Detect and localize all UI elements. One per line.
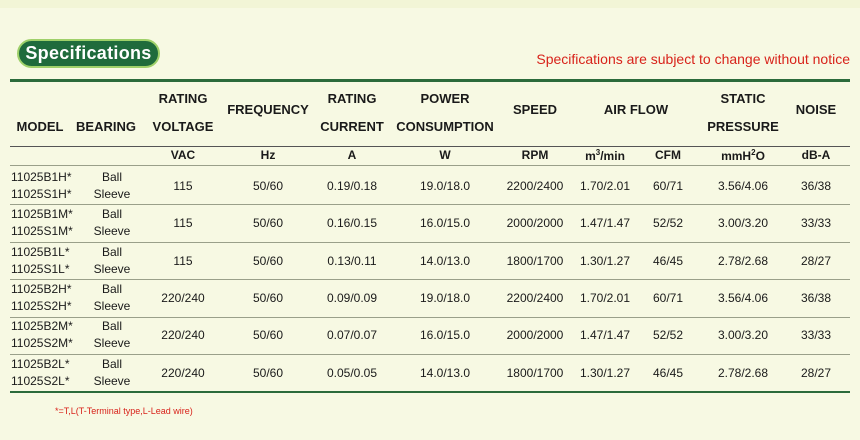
section-title: Specifications (17, 39, 160, 68)
header-bearing: BEARING (76, 119, 136, 134)
cell-pressure: 2.78/2.68 (717, 365, 769, 380)
header-rating-current (320, 85, 384, 141)
bearing-type: Sleeve (93, 261, 131, 276)
row-divider (10, 354, 850, 355)
header-rating-voltage-line2: VOLTAGE (152, 119, 214, 134)
model-number: 11025B2L* (11, 356, 70, 371)
cell-frequency: 50/60 (252, 365, 284, 380)
cell-noise: 36/38 (800, 178, 832, 193)
table-bottom-rule (10, 391, 850, 393)
bearing-type: Ball (101, 207, 123, 222)
row-divider (10, 279, 850, 280)
cell-pressure: 2.78/2.68 (717, 253, 769, 268)
cell-m3: 1.47/1.47 (579, 216, 631, 231)
unit-pressure: mmH$^2$O (721, 148, 765, 163)
header-rating-current-line2: CURRENT (320, 119, 384, 134)
model-number: 11025S2H* (11, 298, 72, 313)
cell-speed: 2000/2000 (506, 328, 564, 343)
model-number: 11025B1H* (11, 169, 72, 184)
header-air-flow: AIR FLOW (603, 102, 669, 117)
cell-power: 19.0/18.0 (419, 178, 471, 193)
header-speed: SPEED (512, 102, 558, 117)
row-divider (10, 204, 850, 205)
bearing-type: Sleeve (93, 373, 131, 388)
bearing-type: Ball (101, 356, 123, 371)
bearing-type: Sleeve (93, 186, 131, 201)
model-number: 11025S2L* (11, 373, 70, 388)
cell-voltage: 220/240 (161, 365, 205, 380)
header-power-line2: CONSUMPTION (396, 119, 494, 134)
cell-cfm: 46/45 (652, 253, 684, 268)
cell-frequency: 50/60 (252, 328, 284, 343)
model-number: 11025S2M* (11, 336, 73, 351)
header-static-pressure (707, 85, 779, 141)
header-power-line1: POWER (420, 91, 470, 106)
cell-speed: 2200/2400 (506, 178, 564, 193)
model-number: 11025B1L* (11, 244, 70, 259)
unit-current: A (347, 148, 357, 162)
bearing-type: Sleeve (93, 298, 131, 313)
cell-noise: 33/33 (800, 328, 832, 343)
bearing-type: Sleeve (93, 224, 131, 239)
bearing-cell (94, 318, 131, 352)
row-divider (10, 317, 850, 318)
table-top-rule (10, 79, 850, 82)
units-bottom-rule (10, 165, 850, 166)
model-number: 11025S1H* (11, 186, 72, 201)
cell-speed: 2000/2000 (506, 216, 564, 231)
bearing-cell (94, 281, 131, 315)
top-band (0, 0, 860, 8)
cell-m3: 1.70/2.01 (579, 290, 631, 305)
header-static-pressure-line2: PRESSURE (707, 119, 779, 134)
model-number: 11025B2H* (11, 281, 72, 296)
cell-noise: 36/38 (800, 290, 832, 305)
cell-current: 0.07/0.07 (326, 328, 378, 343)
bearing-type: Ball (101, 169, 123, 184)
bearing-type: Sleeve (93, 336, 131, 351)
cell-pressure: 3.56/4.06 (717, 290, 769, 305)
model-cell (11, 356, 70, 390)
bearing-cell (94, 244, 131, 278)
model-cell (11, 318, 73, 352)
cell-current: 0.19/0.18 (326, 178, 378, 193)
cell-current: 0.09/0.09 (326, 290, 378, 305)
cell-power: 16.0/15.0 (419, 216, 471, 231)
cell-current: 0.16/0.15 (326, 216, 378, 231)
model-cell (11, 281, 72, 315)
cell-pressure: 3.56/4.06 (717, 178, 769, 193)
header-rating-current-line1: RATING (327, 91, 377, 106)
unit-power: W (439, 148, 451, 162)
cell-current: 0.13/0.11 (327, 253, 377, 268)
header-rating-voltage-line1: RATING (158, 91, 208, 106)
cell-voltage: 115 (173, 216, 193, 231)
cell-cfm: 52/52 (652, 328, 684, 343)
cell-power: 14.0/13.0 (419, 253, 471, 268)
cell-voltage: 115 (173, 253, 193, 268)
row-divider (10, 242, 850, 243)
model-cell (11, 206, 73, 240)
cell-noise: 28/27 (800, 365, 832, 380)
cell-frequency: 50/60 (252, 290, 284, 305)
header-rating-voltage (153, 85, 214, 141)
bearing-cell (94, 169, 131, 203)
unit-voltage: VAC (170, 148, 196, 162)
cell-power: 14.0/13.0 (419, 365, 471, 380)
bearing-type: Ball (101, 319, 123, 334)
cell-cfm: 60/71 (652, 290, 684, 305)
cell-cfm: 46/45 (652, 365, 684, 380)
cell-pressure: 3.00/3.20 (717, 216, 769, 231)
cell-cfm: 60/71 (652, 178, 684, 193)
cell-m3: 1.70/2.01 (579, 178, 631, 193)
footnote: *=T,L(T-Terminal type,L-Lead wire) (55, 406, 193, 416)
cell-noise: 28/27 (800, 253, 832, 268)
cell-speed: 1800/1700 (506, 365, 564, 380)
bearing-cell (94, 356, 131, 390)
model-number: 11025S1L* (11, 261, 70, 276)
unit-speed: RPM (521, 148, 549, 162)
cell-m3: 1.47/1.47 (579, 328, 631, 343)
header-model: MODEL (16, 119, 64, 134)
model-cell (11, 169, 72, 203)
model-number: 11025S1M* (11, 224, 73, 239)
cell-frequency: 50/60 (252, 253, 284, 268)
cell-m3: 1.30/1.27 (579, 253, 631, 268)
model-cell (11, 244, 70, 278)
cell-m3: 1.30/1.27 (579, 365, 631, 380)
unit-divider (10, 146, 850, 147)
cell-speed: 2200/2400 (506, 290, 564, 305)
cell-pressure: 3.00/3.20 (717, 328, 769, 343)
cell-cfm: 52/52 (652, 216, 684, 231)
bearing-type: Ball (101, 281, 123, 296)
cell-voltage: 220/240 (161, 328, 205, 343)
unit-frequency: Hz (260, 148, 276, 162)
cell-frequency: 50/60 (252, 178, 284, 193)
unit-airflow-cfm: CFM (655, 148, 681, 162)
model-number: 11025B1M* (11, 207, 73, 222)
header-noise: NOISE (795, 102, 837, 117)
change-notice: Specifications are subject to change without notice (536, 51, 850, 67)
cell-voltage: 220/240 (161, 290, 205, 305)
bearing-cell (94, 206, 131, 240)
cell-voltage: 115 (173, 178, 193, 193)
unit-noise: dB-A (801, 148, 831, 162)
cell-frequency: 50/60 (252, 216, 284, 231)
header-static-pressure-line1: STATIC (720, 91, 766, 106)
header-frequency: FREQUENCY (227, 102, 309, 117)
cell-speed: 1800/1700 (506, 253, 564, 268)
header-power-consumption (396, 85, 494, 141)
cell-power: 19.0/18.0 (419, 290, 471, 305)
cell-noise: 33/33 (800, 216, 832, 231)
unit-airflow-m3: $m^3/\min$ (585, 148, 625, 163)
bearing-type: Ball (101, 244, 123, 259)
cell-power: 16.0/15.0 (419, 328, 471, 343)
cell-current: 0.05/0.05 (326, 365, 378, 380)
model-number: 11025B2M* (11, 319, 73, 334)
